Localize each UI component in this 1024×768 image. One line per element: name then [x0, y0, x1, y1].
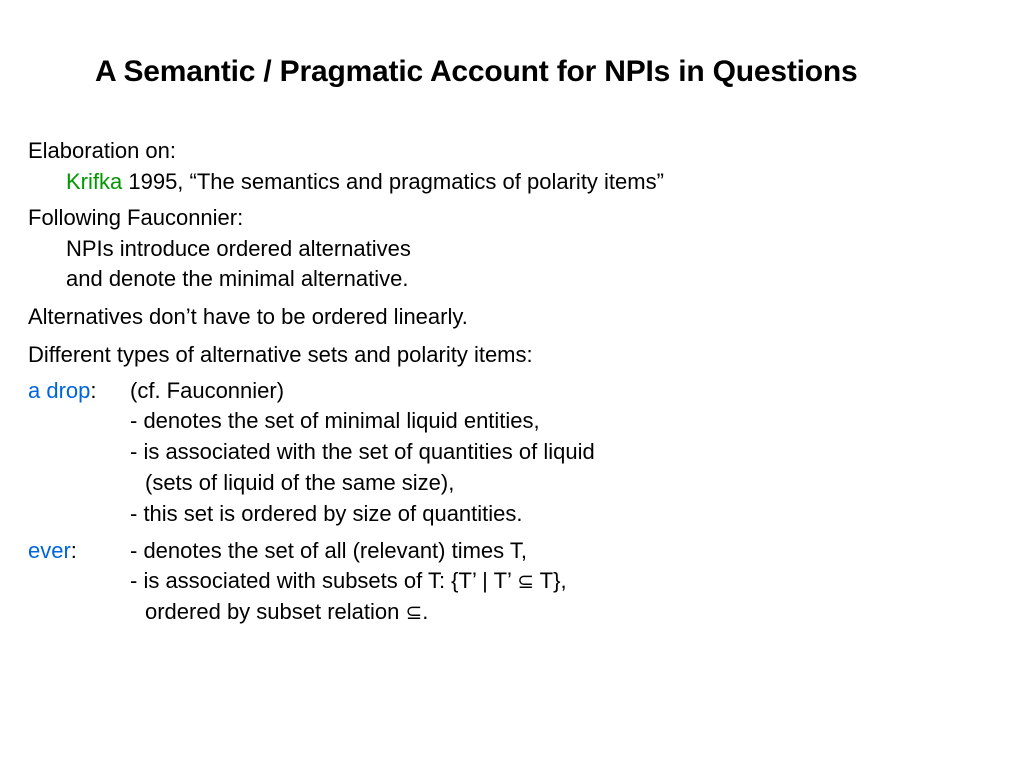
drop-line-3: (sets of liquid of the same size), — [145, 470, 455, 495]
slide-title: A Semantic / Pragmatic Account for NPIs in Questions — [95, 55, 858, 88]
drop-label — [28, 380, 97, 402]
subset-symbol-2: ⊆ — [405, 600, 423, 624]
citation-text: 1995, “The semantics and pragmatics of polarity items” — [122, 169, 664, 194]
ever-line-3 — [145, 601, 428, 623]
term-ever: ever — [28, 538, 71, 563]
drop-note: (cf. Fauconnier) — [130, 378, 285, 403]
ever-colon: : — [70, 538, 77, 563]
subset-symbol: ⊆ — [517, 569, 534, 593]
drop-line-1: - denotes the set of minimal liquid entities, — [130, 408, 540, 433]
ever-label — [28, 540, 77, 562]
ever-line-2 — [130, 570, 567, 592]
different-types-statement: Different types of alternative sets and polarity items: — [28, 342, 533, 367]
elaboration-citation-line — [66, 171, 664, 193]
drop-colon: : — [90, 378, 97, 403]
term-a-drop: a drop — [28, 378, 91, 403]
linear-statement: Alternatives don’t have to be ordered linearly. — [28, 304, 468, 329]
drop-line-4: - this set is ordered by size of quantities. — [130, 501, 523, 526]
ever-line-2-pre: - is associated with subsets of T: {T’ | T’ — [130, 568, 518, 593]
fauconnier-line-2: and denote the minimal alternative. — [66, 266, 409, 291]
ever-line-1: - denotes the set of all (relevant) times T, — [130, 538, 527, 563]
ever-line-3-pre: ordered by subset relation — [145, 599, 406, 624]
ever-line-3-post: . — [422, 599, 429, 624]
drop-line-2: - is associated with the set of quantities of liquid — [130, 439, 595, 464]
ever-line-2-post: T}, — [533, 568, 567, 593]
fauconnier-heading: Following Fauconnier: — [28, 205, 244, 230]
elaboration-heading: Elaboration on: — [28, 138, 176, 163]
author-krifka: Krifka — [66, 169, 123, 194]
fauconnier-line-1: NPIs introduce ordered alternatives — [66, 236, 411, 261]
